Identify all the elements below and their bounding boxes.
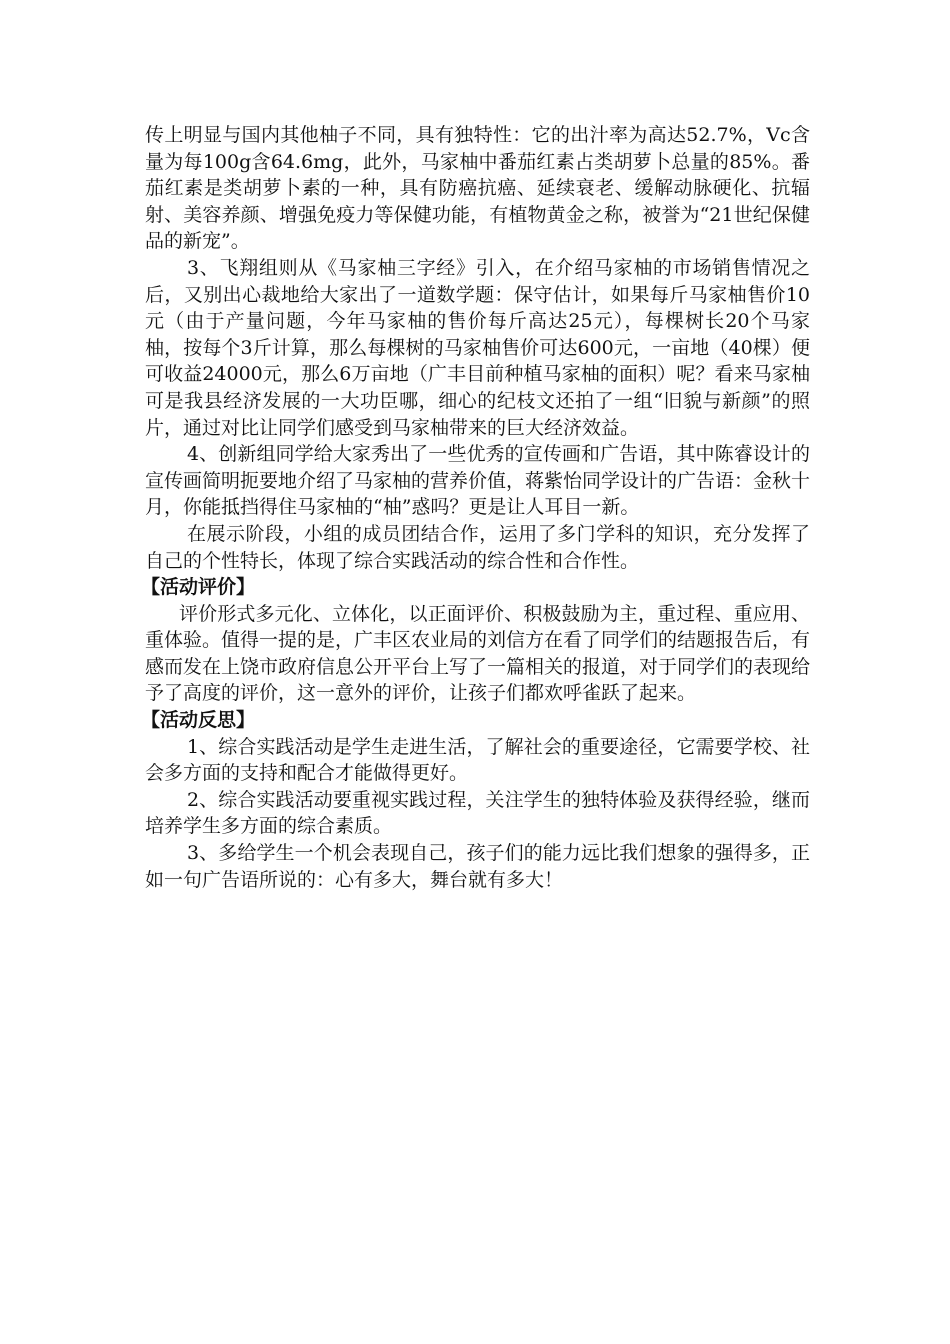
- paragraph-continuation: 传上明显与国内其他柚子不同，具有独特性：它的出汁率为高达52.7%，Vc含量为每100g含64.6mg，此外，马家柚中番茄红素占类胡萝卜总量的85%。番茄红素是类胡萝卜素的一种，具有防癌抗癌、延续衰老、缓解动脉硬化、抗辐射、美容养颜、增强免疫力等保健功能，有植物黄金之称，被誉为“21世纪保健品的新宠”。: [145, 124, 810, 253]
- paragraph-evaluation: 评价形式多元化、立体化，以正面评价、积极鼓励为主，重过程、重应用、重体验。值得一提的是，广丰区农业局的刘信方在看了同学们的结题报告后，有感而发在上饶市政府信息公开平台上写了一篇相关的报道，对于同学们的表现给予了高度的评价，这一意外的评价，让孩子们都欢呼雀跃了起来。: [145, 602, 811, 705]
- reflection-item-2: 2、综合实践活动要重视实践过程，关注学生的独特体验及获得经验，继而培养学生多方面的综合素质。: [145, 788, 810, 838]
- reflection-item-1: 1、综合实践活动是学生走进生活，了解社会的重要途径，它需要学校、社会多方面的支持和配合才能做得更好。: [145, 735, 810, 785]
- document-page: [141, 122, 811, 893]
- paragraph-feixiang-group: 3、飞翔组则从《马家柚三字经》引入，在介绍马家柚的市场销售情况之后，又别出心裁地给大家出了一道数学题：保守估计，如果每斤马家柚售价10元（由于产量问题，今年马家柚的售价每斤高达25元），每棵树长20个马家柚，按每个3斤计算，那么每棵树的马家柚售价可达600元，一亩地（40棵）便可收益24000元，那么6万亩地（广丰目前种植马家柚的面积）呢？看来马家柚可是我县经济发展的一大功臣哪，细心的纪枝文还拍了一组“旧貌与新颜”的照片，通过对比让同学们感受到马家柚带来的巨大经济效益。: [145, 256, 810, 439]
- paragraph-display-stage: 在展示阶段，小组的成员团结合作，运用了多门学科的知识，充分发挥了自己的个性特长，体现了综合实践活动的综合性和合作性。: [145, 522, 810, 572]
- heading-reflection: 【活动反思】: [141, 709, 256, 732]
- reflection-item-3: 3、多给学生一个机会表现自己，孩子们的能力远比我们想象的强得多，正如一句广告语所说的：心有多大，舞台就有多大！: [145, 842, 810, 891]
- heading-evaluation: 【活动评价】: [141, 576, 256, 599]
- paragraph-chuangxin-group: 4、创新组同学给大家秀出了一些优秀的宣传画和广告语，其中陈睿设计的宣传画简明扼要地介绍了马家柚的营养价值，蒋紫怡同学设计的广告语：金秋十月，你能抵挡得住马家柚的“柚”惑吗？更是让人耳目一新。: [145, 443, 811, 519]
